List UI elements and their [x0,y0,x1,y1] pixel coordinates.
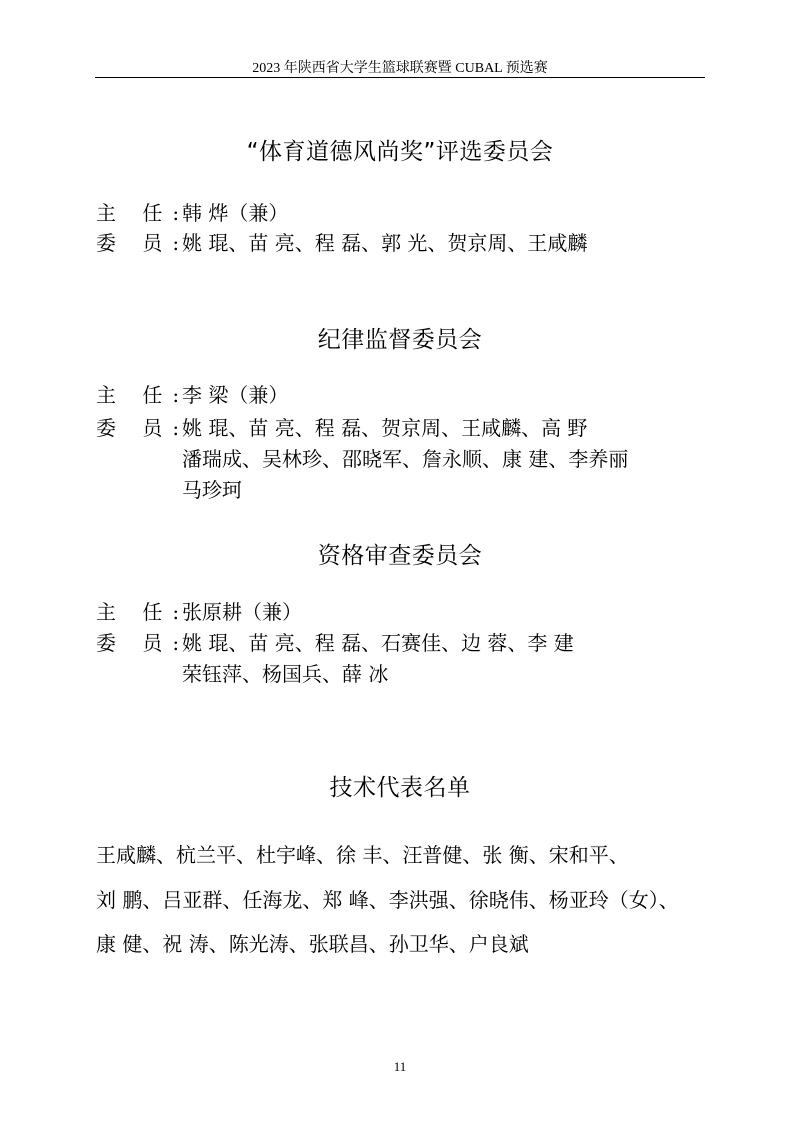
section-title-eligibility: 资格审查委员会 [317,543,483,569]
members-row-discipline [96,413,587,443]
section-title-discipline: 纪律监督委员会 [317,327,483,353]
director-name: 李 梁（兼） [182,383,289,407]
director-row-eligibility [96,597,302,627]
section-title-sportsmanship: “体育道德风尚奖”评选委员会 [246,139,554,165]
director-name: 韩 烨（兼） [182,201,289,225]
delegates-line: 刘 鹏、吕亚群、任海龙、郑 峰、李洪强、徐晓伟、杨亚玲（女）、 [96,888,679,912]
section-title-technical-delegates: 技术代表名单 [329,775,471,801]
members-line-cont: 潘瑞成、吴林珍、邵晓军、詹永顺、康 建、李养丽 [182,447,629,471]
running-header: 2023 年陕西省大学生篮球联赛暨 CUBAL 预选赛 [252,61,548,76]
director-label: 主 任: [96,600,190,624]
members-line-cont: 荣钰萍、杨国兵、薛 冰 [182,662,389,686]
members-label: 委 员: [96,416,190,440]
delegates-line: 王咸麟、杭兰平、杜宇峰、徐 丰、汪普健、张 衡、宋和平、 [96,843,629,867]
members-row-sportsmanship [96,228,587,258]
members-line: 姚 琨、苗 亮、程 磊、石赛佳、边 蓉、李 建 [182,631,574,655]
director-row-discipline [96,380,288,410]
director-label: 主 任: [96,383,190,407]
members-line: 姚 琨、苗 亮、程 磊、贺京周、王咸麟、高 野 [182,416,588,440]
members-label: 委 员: [96,631,190,655]
members-line: 姚 琨、苗 亮、程 磊、郭 光、贺京周、王咸麟 [182,231,588,255]
director-name: 张原耕（兼） [182,600,302,624]
members-label: 委 员: [96,231,190,255]
members-line-cont: 马珍珂 [182,478,242,502]
delegates-line: 康 健、祝 涛、陈光涛、张联昌、孙卫华、户良斌 [96,932,529,956]
members-row-eligibility [96,628,574,658]
director-row-sportsmanship [96,198,288,228]
page-number: 11 [393,1059,407,1074]
director-label: 主 任: [96,201,190,225]
header-divider [95,77,705,78]
